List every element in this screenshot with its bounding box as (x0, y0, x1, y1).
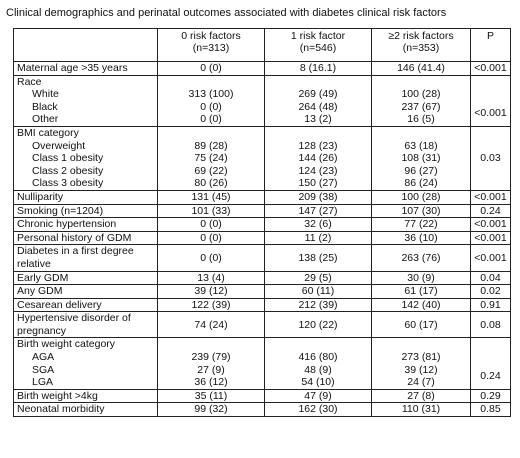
table-cell: 263 (76) (372, 245, 471, 271)
table-cell: Neonatal morbidity (14, 403, 158, 417)
cell-text: LGA (32, 376, 54, 389)
cell-text: 48 (9) (304, 363, 332, 376)
cell-text: 75 (24) (194, 152, 228, 165)
table-cell: 0.29 (471, 389, 511, 403)
table-row (14, 389, 511, 403)
table-cell: 110 (31) (372, 403, 471, 417)
table-cell: 36 (10) (372, 231, 471, 245)
table-cell: 212 (39) (265, 298, 372, 312)
table-cell: 0 (0) (158, 218, 265, 232)
cell-text: (n=546) (299, 42, 337, 54)
table-cell: 0.08 (471, 312, 511, 338)
table-cell: 61 (17) (372, 285, 471, 299)
header-cell-1-risk (265, 29, 372, 62)
cell-text: 144 (26) (298, 152, 338, 165)
table-cell (372, 126, 471, 190)
table-cell (14, 126, 158, 190)
table-cell: <0.001 (471, 231, 511, 245)
cell-text: 108 (31) (401, 152, 441, 165)
cell-text: 237 (67) (401, 100, 441, 113)
table-cell: 120 (22) (265, 312, 372, 338)
table-cell: 0.85 (471, 403, 511, 417)
table-cell: 13 (4) (158, 271, 265, 285)
cell-text: 128 (23) (298, 139, 338, 152)
table-title: Clinical demographics and perinatal outcomes associated with diabetes clinical risk factors (6, 7, 447, 19)
cell-text: 54 (10) (301, 376, 335, 389)
table-row (14, 403, 511, 417)
cell-text: Diabetes in a first degree (17, 245, 134, 258)
cell-text: 86 (24) (404, 177, 438, 190)
cell-text: 269 (49) (298, 88, 338, 101)
table-cell: 101 (33) (158, 204, 265, 218)
cell-text: pregnancy (17, 324, 67, 337)
cell-text: 63 (18) (404, 139, 438, 152)
table-cell: 60 (17) (372, 312, 471, 338)
table-cell: 131 (45) (158, 190, 265, 204)
cell-text: 16 (5) (407, 113, 435, 126)
cell-text: Class 1 obesity (32, 152, 104, 165)
table-cell (14, 338, 158, 389)
table-cell: Nulliparity (14, 190, 158, 204)
table-cell: <0.001 (471, 245, 511, 271)
table-cell (372, 338, 471, 389)
cell-text: 27 (9) (197, 363, 225, 376)
table-cell (265, 126, 372, 190)
table-cell: Any GDM (14, 285, 158, 299)
table-row (14, 231, 511, 245)
cell-text: relative (17, 257, 51, 270)
cell-text: 124 (23) (298, 164, 338, 177)
cell-text: 100 (28) (401, 88, 441, 101)
cell-text: (n=313) (192, 42, 230, 54)
cell-text: Class 2 obesity (32, 164, 104, 177)
cell-text: 24 (7) (407, 376, 435, 389)
table-cell: 0 (0) (158, 231, 265, 245)
cell-text: 416 (80) (298, 351, 338, 364)
cell-text: 0.03 (480, 152, 501, 165)
table-cell: 30 (9) (372, 271, 471, 285)
table-cell (372, 75, 471, 126)
header-row (14, 29, 511, 62)
table-cell (158, 75, 265, 126)
cell-text: Black (32, 100, 58, 113)
table-cell: 0.02 (471, 285, 511, 299)
table-cell: Birth weight >4kg (14, 389, 158, 403)
cell-text: 96 (27) (404, 164, 438, 177)
table-cell: 11 (2) (265, 231, 372, 245)
data-table (13, 28, 511, 417)
table-cell: 0.04 (471, 271, 511, 285)
table-row (14, 271, 511, 285)
table-row (14, 338, 511, 389)
table-cell: <0.001 (471, 218, 511, 232)
table-cell: 162 (30) (265, 403, 372, 417)
cell-text: 150 (27) (298, 177, 338, 190)
table-cell: 60 (11) (265, 285, 372, 299)
table-cell: 99 (32) (158, 403, 265, 417)
table-cell (14, 312, 158, 338)
table-cell: 0.91 (471, 298, 511, 312)
cell-text: 264 (48) (298, 100, 338, 113)
table-cell: Cesarean delivery (14, 298, 158, 312)
table-cell (158, 126, 265, 190)
cell-text: 89 (28) (194, 139, 228, 152)
table-cell (471, 126, 511, 190)
table-cell: Maternal age >35 years (14, 62, 158, 76)
table-cell (265, 75, 372, 126)
cell-text: 13 (2) (304, 113, 332, 126)
table-cell: 74 (24) (158, 312, 265, 338)
cell-text: ≥2 risk factors (388, 30, 454, 42)
cell-text: Birth weight category (17, 338, 116, 351)
table-cell (14, 245, 158, 271)
table-cell: 142 (40) (372, 298, 471, 312)
cell-text: P (486, 30, 494, 42)
cell-text: SGA (32, 363, 55, 376)
table-cell: 29 (5) (265, 271, 372, 285)
header-cell-blank (14, 29, 158, 62)
table-cell: 8 (16.1) (265, 62, 372, 76)
table-cell: 138 (25) (265, 245, 372, 271)
table-cell (471, 338, 511, 389)
cell-text: 0 risk factors (181, 30, 241, 42)
cell-text: 0 (0) (200, 113, 222, 126)
cell-text: 0 (0) (200, 100, 222, 113)
table-cell (158, 338, 265, 389)
header-cell-2plus-risk (372, 29, 471, 62)
table-row (14, 126, 511, 190)
table-cell: Early GDM (14, 271, 158, 285)
table-cell: 77 (22) (372, 218, 471, 232)
table-row (14, 285, 511, 299)
table-cell: Smoking (n=1204) (14, 204, 158, 218)
table-row (14, 62, 511, 76)
cell-text: (n=353) (402, 42, 440, 54)
table-cell: 47 (9) (265, 389, 372, 403)
table-cell (265, 338, 372, 389)
cell-text: Race (17, 75, 42, 88)
table-row (14, 190, 511, 204)
table-cell (471, 75, 511, 126)
cell-text: 69 (22) (194, 164, 228, 177)
header-cell-p (471, 29, 511, 62)
cell-text: 313 (100) (188, 88, 234, 101)
cell-text: 1 risk factor (290, 30, 346, 42)
cell-text: 39 (12) (404, 363, 438, 376)
table-cell: <0.001 (471, 190, 511, 204)
table-row (14, 204, 511, 218)
cell-text: Hypertensive disorder of (17, 312, 131, 325)
table-cell: 0 (0) (158, 245, 265, 271)
table-cell (14, 75, 158, 126)
table-cell: 0.24 (471, 204, 511, 218)
cell-text: 239 (79) (191, 351, 231, 364)
cell-text: 0.24 (480, 369, 501, 382)
cell-text: 80 (26) (194, 177, 228, 190)
cell-text: White (32, 88, 59, 101)
table-cell: Chronic hypertension (14, 218, 158, 232)
table-cell: 100 (28) (372, 190, 471, 204)
cell-text: Class 3 obesity (32, 177, 104, 190)
table-cell: 122 (39) (158, 298, 265, 312)
table-cell: <0.001 (471, 62, 511, 76)
cell-text: Other (32, 113, 59, 126)
table-cell: 0 (0) (158, 62, 265, 76)
table-row (14, 298, 511, 312)
table-cell: 39 (12) (158, 285, 265, 299)
header-cell-0-risk (158, 29, 265, 62)
cell-text: Overweight (32, 139, 86, 152)
cell-text: BMI category (17, 126, 79, 139)
table-row (14, 75, 511, 126)
table-cell: Personal history of GDM (14, 231, 158, 245)
table-cell: 146 (41.4) (372, 62, 471, 76)
table-cell: 32 (6) (265, 218, 372, 232)
table-cell: 147 (27) (265, 204, 372, 218)
cell-text: 36 (12) (194, 376, 228, 389)
table-cell: 35 (11) (158, 389, 265, 403)
table-row (14, 218, 511, 232)
table-row (14, 245, 511, 271)
table-cell: 209 (38) (265, 190, 372, 204)
table-row (14, 312, 511, 338)
cell-text: AGA (32, 351, 55, 364)
cell-text: 273 (81) (401, 351, 441, 364)
table-cell: 107 (30) (372, 204, 471, 218)
table-cell: 27 (8) (372, 389, 471, 403)
cell-text: <0.001 (474, 107, 507, 120)
